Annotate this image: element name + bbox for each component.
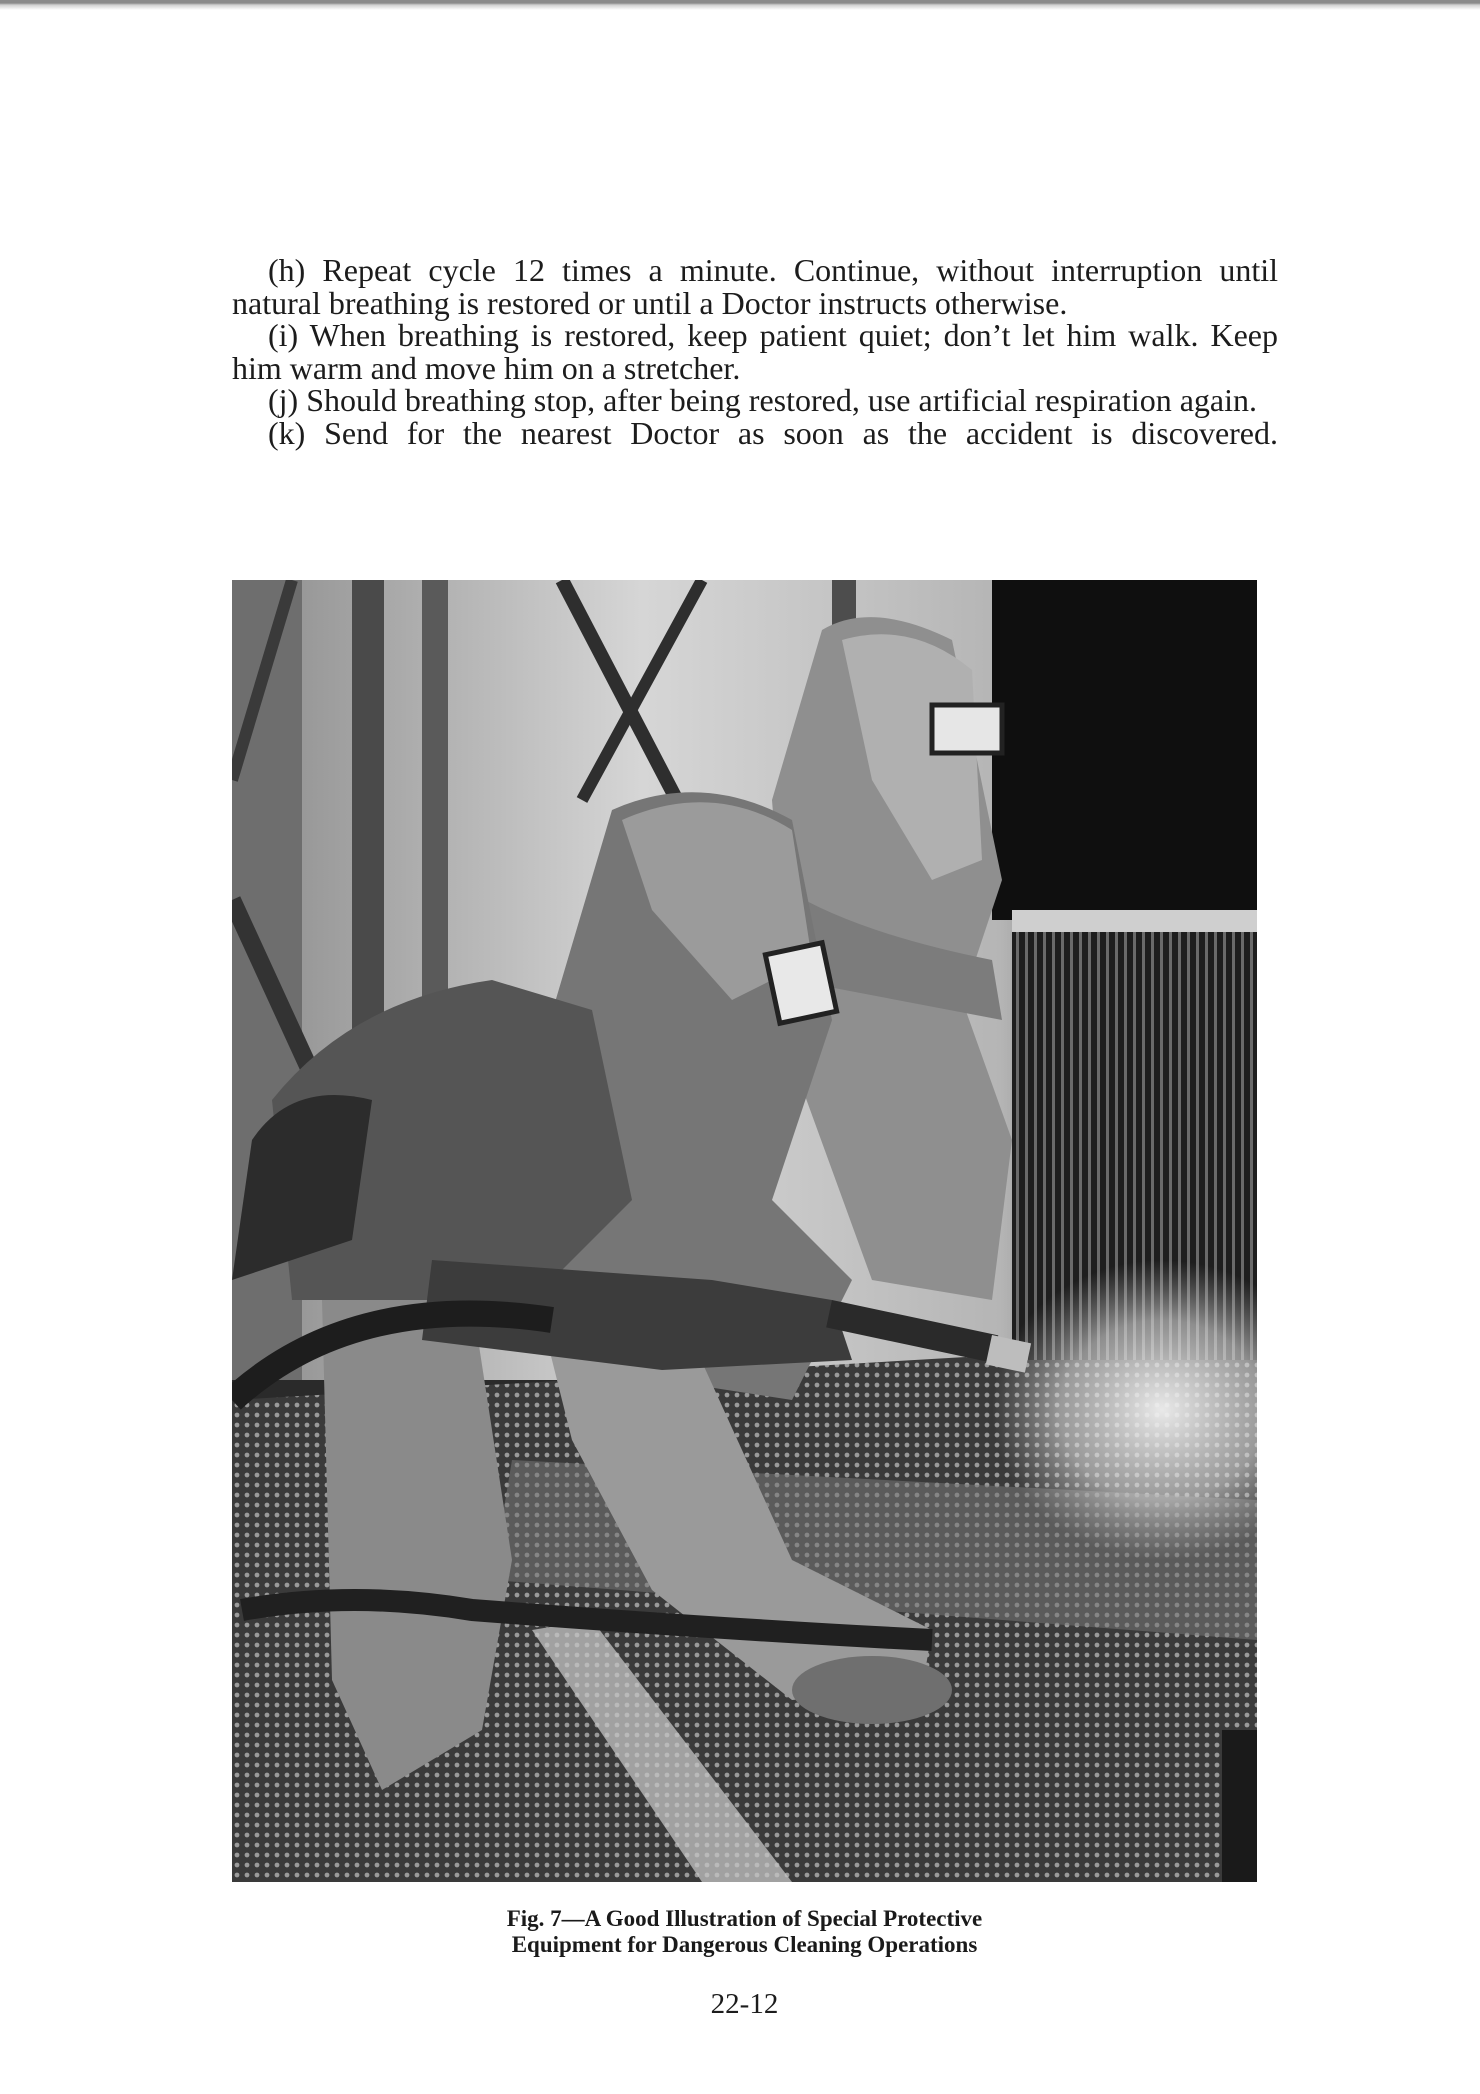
paragraph-i: (i) When breathing is restored, keep patient quiet; don’t let him walk. Keep him warm and move him on a stretcher. [232,317,1278,386]
figure-caption [232,1906,1257,1958]
paragraph-h: (h) Repeat cycle 12 times a minute. Continue, without interruption until natural breathing is restored or until a Doctor instructs otherwise. [232,252,1278,321]
page-top-edge [0,0,1480,10]
paragraph-k: (k) Send for the nearest Doctor as soon as the accident is discovered. [268,414,1278,451]
paragraph-j: (j) Should breathing stop, after being restored, use artificial respiration again. [268,382,1258,418]
body-text [232,254,1278,449]
caption-line-2: Equipment for Dangerous Cleaning Operations [511,1932,978,1957]
caption-line-1: Fig. 7—A Good Illustration of Special Protective [506,1906,983,1931]
protective-equipment-photo [232,580,1257,1882]
figure-photo [232,580,1257,1882]
page-number: 22-12 [710,1988,779,2020]
